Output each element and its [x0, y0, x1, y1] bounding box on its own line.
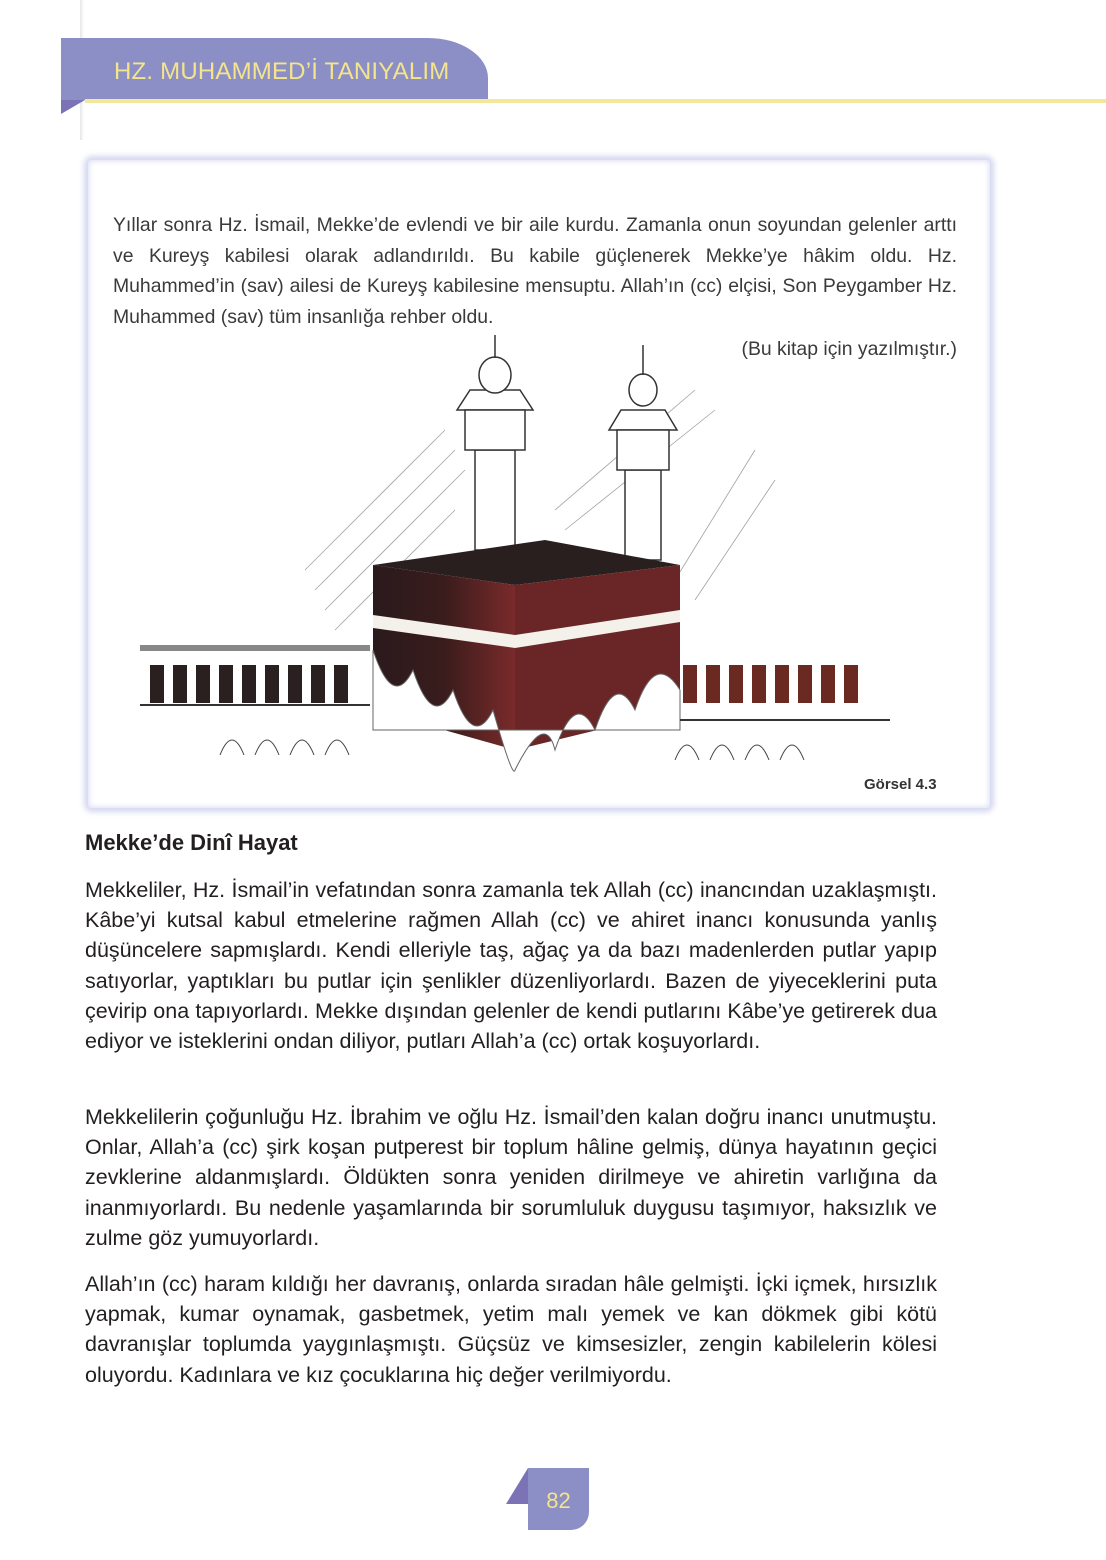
kaaba [373, 540, 680, 771]
arcade-right [680, 665, 890, 720]
paragraph: Allah’ın (cc) haram kıldığı her davranış, onlarda sıradan hâle gelmişti. İçki içmek, hırsızlık yapmak, kumar oynamak, gasbetmek, yetim malı yemek ve kan dökmek gibi kötü davranışlar toplumda yaygınlaşmıştı. Güçsüz ve kimsesizler, zengin kabilelerin kölesi oluyordu. Kadınlara ve kız çocuklarına hiç değer verilmiyordu. [85, 1272, 937, 1387]
section-title: Mekke’de Dinî Hayat [85, 830, 298, 855]
page-number: 82 [546, 1488, 571, 1513]
page-tab-fold [506, 1468, 528, 1504]
source-note: (Bu kitap için yazılmıştır.) [741, 338, 957, 360]
arcade-left [140, 645, 370, 705]
header-rule [85, 99, 1106, 103]
intro-text: Yıllar sonra Hz. İsmail, Mekke’de evlendi ve bir aile kurdu. Zamanla onun soyundan gelenler arttı ve Kureyş kabilesi olarak adlandırıldı. Bu kabile güçlenerek Mekke’ye hâkim oldu. Hz. Muhammed’in (sav) ailesi de Kureyş kabilesine mensuptu. Allah’ın (cc) elçisi, Son Peygamber Hz. Muhammed (sav) tüm insanlığa rehber oldu. [113, 214, 957, 328]
kaaba-illustration [135, 330, 895, 805]
paragraph: Mekkelilerin çoğunluğu Hz. İbrahim ve oğlu Hz. İsmail’den kalan doğru inancı unutmuştu. Onlar, Allah’a (cc) şirk koşan putperest bir toplum hâline gelmiş, dünya hayatının geçici zevklerine aldanmışlardı. Öldükten sonra yeniden dirilmeye ve ahiretin varlığına da inanmıyorlardı. Bu nedenle yaşamlarında bir sorumluluk duygusu taşımıyor, haksızlık ve zulme göz yumuyorlardı. [85, 1105, 937, 1250]
chapter-title: HZ. MUHAMMED’İ TANIYALIM [114, 58, 450, 85]
minaret-right [609, 345, 677, 560]
paragraph: Mekkeliler, Hz. İsmail’in vefatından sonra zamanla tek Allah (cc) inancından uzaklaşmıştı. Kâbe’yi kutsal kabul etmelerine rağmen Allah (cc) ve ahiret inancı konusunda yanlış düşüncelere sapmışlardı. Kendi elleriyle taş, ağaç ya da bazı madenlerden putlar yapıp satıyorlar, yaptıkları bu putlar için şenlikler düzenliyorlardı. Bazen de yiyeceklerini puta çevirip ona tapıyorlardı. Mekke dışından gelenler de kendi putlarını Kâbe’ye getirerek dua ediyor ve isteklerini ondan diliyor, putları Allah’a (cc) ortak koşuyorlardı. [85, 878, 937, 1054]
minaret-left [457, 335, 533, 550]
header-fold [61, 100, 85, 114]
figure-caption: Görsel 4.3 [864, 776, 937, 793]
